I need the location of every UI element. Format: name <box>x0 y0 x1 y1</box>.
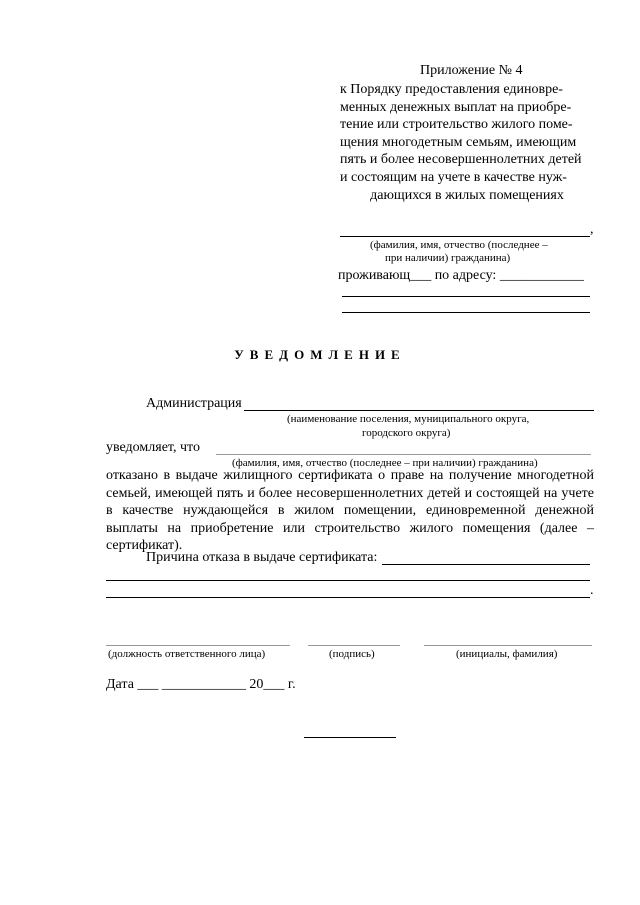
reason-line-1 <box>382 564 590 565</box>
citizen-name-line <box>216 454 591 455</box>
appendix-title: Приложение № 4 <box>420 63 523 78</box>
closing-line <box>304 737 396 738</box>
admin-hint-2: городского округа) <box>362 427 451 439</box>
recipient-fio-hint-1: (фамилия, имя, отчество (последнее – <box>370 239 548 251</box>
reason-label: Причина отказа в выдаче сертификата: <box>146 550 378 565</box>
recipient-comma: , <box>590 222 594 237</box>
date-label: Дата ___ ____________ 20___ г. <box>106 677 296 692</box>
signature-hint: (подпись) <box>329 648 375 660</box>
signature-line <box>308 645 400 646</box>
reason-end: . <box>590 583 594 598</box>
position-line <box>106 645 290 646</box>
address-label: проживающ___ по адресу: ____________ <box>338 268 584 283</box>
reason-line-2 <box>106 580 590 581</box>
address-line-1 <box>342 296 590 297</box>
appendix-line: менных денежных выплат на приобре- <box>340 99 572 115</box>
appendix-line: и состоящим на учете в качестве нуж- <box>340 169 567 185</box>
citizen-hint: (фамилия, имя, отчество (последнее – при наличии) гражданина) <box>232 457 538 469</box>
admin-name-line <box>244 410 594 411</box>
appendix-line: тение или строительство жилого поме- <box>340 117 573 133</box>
name-hint: (инициалы, фамилия) <box>456 648 558 660</box>
recipient-fio-hint-2: при наличии) гражданина) <box>385 252 511 264</box>
position-hint: (должность ответственного лица) <box>108 648 266 660</box>
recipient-fio-line <box>340 236 590 237</box>
name-line <box>424 645 592 646</box>
appendix-line: дающихся в жилых помещениях <box>370 187 564 203</box>
appendix-line: щения многодетным семьям, имеющим <box>340 134 577 150</box>
main-text: отказано в выдаче жилищного сертификата о праве на получение многодетной семьей, имеющей пять и более несовершеннолетних детей и состоящей на учете в качестве нуждающейся в жилом помещении, единовременной денежной выплаты на приобретение или строительство жилого помещения (далее – сертификат). <box>106 468 594 553</box>
notifies-label: уведомляет, что <box>106 440 200 455</box>
appendix-text <box>340 81 594 204</box>
admin-label: Администрация <box>146 396 242 411</box>
address-line-2 <box>342 312 590 313</box>
appendix-line: к Порядку предоставления единовре- <box>340 82 563 97</box>
admin-hint-1: (наименование поселения, муниципального округа, <box>287 413 530 425</box>
appendix-line: пять и более несовершеннолетних детей <box>340 152 582 168</box>
reason-line-3 <box>106 597 590 598</box>
notice-title: УВЕДОМЛЕНИЕ <box>234 347 406 362</box>
